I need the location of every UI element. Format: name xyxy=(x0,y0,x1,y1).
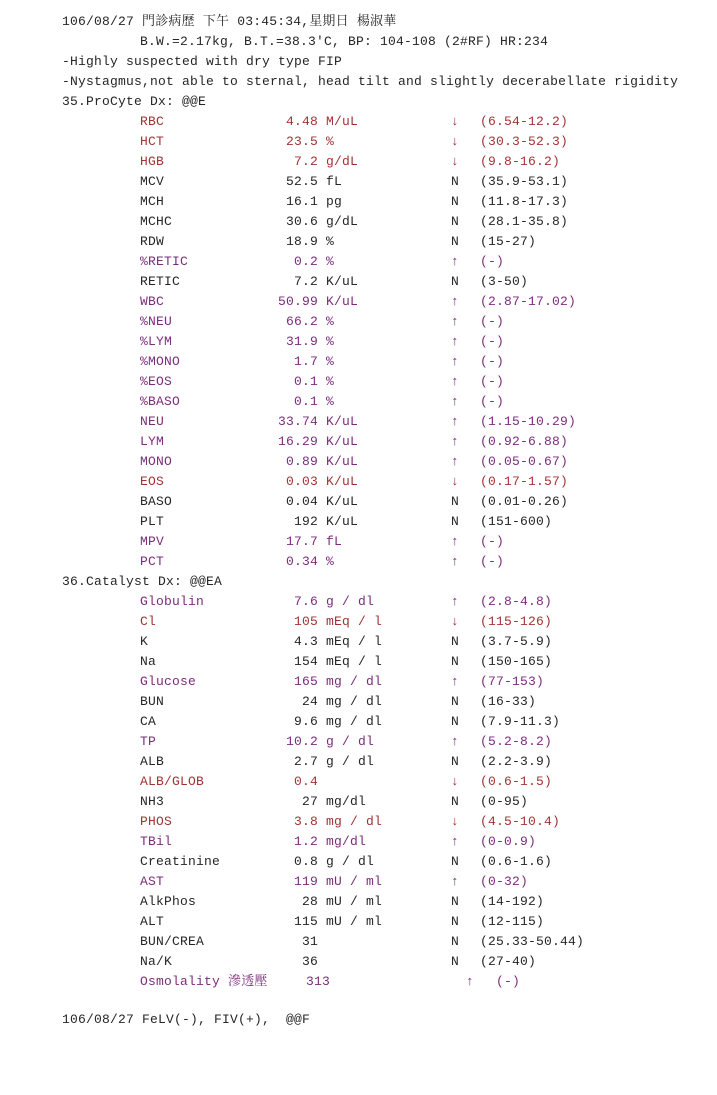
lab-value: 66.2 xyxy=(285,314,318,329)
lab-range: (30.3-52.3) xyxy=(480,134,569,149)
lab-flag: N xyxy=(450,634,459,649)
lab-row xyxy=(0,232,717,252)
lab-flag: ↑ xyxy=(465,974,474,989)
lab-value: 0.1 xyxy=(293,394,318,409)
lab-flag: ↑ xyxy=(450,594,459,609)
lab-range: (-) xyxy=(480,354,505,369)
lab-unit: % xyxy=(326,134,335,149)
lab-label: K xyxy=(140,634,149,649)
lab-label: MCH xyxy=(140,194,165,209)
lab-unit: fL xyxy=(326,174,343,189)
lab-label: ALT xyxy=(140,914,165,929)
lab-unit: % xyxy=(326,394,335,409)
lab-range: (0.17-1.57) xyxy=(480,474,569,489)
lab-label: BUN/CREA xyxy=(140,934,205,949)
lab-flag: ↑ xyxy=(450,254,459,269)
lab-range: (2.8-4.8) xyxy=(480,594,553,609)
lab-unit: K/uL xyxy=(326,274,359,289)
lab-range: (0.6-1.6) xyxy=(480,854,553,869)
lab-flag: ↑ xyxy=(450,874,459,889)
lab-value: 1.7 xyxy=(293,354,318,369)
lab-range: (0.92-6.88) xyxy=(480,434,569,449)
lab-range: (2.2-3.9) xyxy=(480,754,553,769)
lab-row xyxy=(0,612,717,632)
lab-range: (0.6-1.5) xyxy=(480,774,553,789)
lab-label: TBil xyxy=(140,834,173,849)
lab-unit: mg/dl xyxy=(326,794,367,809)
lab-label: ALB xyxy=(140,754,165,769)
lab-label: RETIC xyxy=(140,274,181,289)
lab-range: (5.2-8.2) xyxy=(480,734,553,749)
lab-flag: N xyxy=(450,794,459,809)
lab-flag: N xyxy=(450,494,459,509)
lab-row xyxy=(0,392,717,412)
lab-label: LYM xyxy=(140,434,165,449)
lab-unit: M/uL xyxy=(326,114,359,129)
lab-range: (25.33-50.44) xyxy=(480,934,585,949)
lab-range: (16-33) xyxy=(480,694,537,709)
lab-row xyxy=(0,292,717,312)
lab-label: AlkPhos xyxy=(140,894,197,909)
lab-unit: % xyxy=(326,254,335,269)
lab-unit: mU / ml xyxy=(326,914,383,929)
lab-value: 119 xyxy=(293,874,318,889)
lab-row xyxy=(0,912,717,932)
lab-value: 7.2 xyxy=(293,274,318,289)
lab-row xyxy=(0,112,717,132)
lab-value: 1.2 xyxy=(293,834,318,849)
note-line: -Highly suspected with dry type FIP xyxy=(62,54,343,69)
lab-flag: ↓ xyxy=(450,774,459,789)
lab-flag: ↓ xyxy=(450,154,459,169)
lab-range: (77-153) xyxy=(480,674,545,689)
lab-row xyxy=(0,712,717,732)
lab-unit: % xyxy=(326,554,335,569)
lab-range: (-) xyxy=(480,314,505,329)
lab-label: %BASO xyxy=(140,394,181,409)
lab-flag: N xyxy=(450,194,459,209)
lab-row xyxy=(0,532,717,552)
lab-unit: g/dL xyxy=(326,154,359,169)
lab-range: (12-115) xyxy=(480,914,545,929)
lab-value: 3.8 xyxy=(293,814,318,829)
lab-range: (3.7-5.9) xyxy=(480,634,553,649)
lab-value: 0.1 xyxy=(293,374,318,389)
lab-row xyxy=(0,812,717,832)
lab-label: Creatinine xyxy=(140,854,221,869)
lab-range: (14-192) xyxy=(480,894,545,909)
lab-row xyxy=(0,932,717,952)
lab-label: EOS xyxy=(140,474,165,489)
note-line: -Nystagmus,not able to sternal, head tilt and slightly decerabellate rigidity xyxy=(62,74,679,89)
lab-value: 17.7 xyxy=(285,534,318,549)
lab-row xyxy=(0,592,717,612)
lab-flag: ↓ xyxy=(450,134,459,149)
lab-flag: N xyxy=(450,514,459,529)
lab-value: 7.6 xyxy=(293,594,318,609)
lab-label: %MONO xyxy=(140,354,181,369)
lab-flag: N xyxy=(450,914,459,929)
lab-value: 24 xyxy=(301,694,318,709)
lab-value: 4.48 xyxy=(285,114,318,129)
lab-unit: K/uL xyxy=(326,454,359,469)
lab-row xyxy=(0,772,717,792)
lab-range: (115-126) xyxy=(480,614,553,629)
lab-unit: % xyxy=(326,354,335,369)
lab-label: WBC xyxy=(140,294,165,309)
lab-flag: ↑ xyxy=(450,414,459,429)
lab-value: 9.6 xyxy=(293,714,318,729)
lab-value: 0.04 xyxy=(285,494,318,509)
lab-unit: mg / dl xyxy=(326,814,383,829)
lab-row xyxy=(0,552,717,572)
lab-label: RDW xyxy=(140,234,165,249)
lab-value: 0.8 xyxy=(293,854,318,869)
lab-row xyxy=(0,152,717,172)
lab-label: Globulin xyxy=(140,594,205,609)
lab-value: 0.03 xyxy=(285,474,318,489)
lab-flag: N xyxy=(450,174,459,189)
lab-value: 192 xyxy=(293,514,318,529)
lab-label: %LYM xyxy=(140,334,173,349)
lab-value: 0.34 xyxy=(285,554,318,569)
lab-value: 115 xyxy=(293,914,318,929)
lab-range: (0-95) xyxy=(480,794,529,809)
lab-label: MCHC xyxy=(140,214,173,229)
lab-flag: ↑ xyxy=(450,554,459,569)
lab-row xyxy=(0,132,717,152)
lab-row xyxy=(0,632,717,652)
lab-label: MCV xyxy=(140,174,165,189)
lab-unit: K/uL xyxy=(326,494,359,509)
lab-label: NH3 xyxy=(140,794,165,809)
lab-value: 18.9 xyxy=(285,234,318,249)
lab-unit: g / dl xyxy=(326,754,375,769)
lab-label: PHOS xyxy=(140,814,173,829)
lab-unit: mU / ml xyxy=(326,874,383,889)
lab-unit: K/uL xyxy=(326,474,359,489)
lab-unit: g / dl xyxy=(326,854,375,869)
lab-flag: N xyxy=(450,894,459,909)
lab-row xyxy=(0,872,717,892)
lab-range: (3-50) xyxy=(480,274,529,289)
lab-row xyxy=(0,792,717,812)
lab-flag: ↑ xyxy=(450,334,459,349)
lab-range: (4.5-10.4) xyxy=(480,814,561,829)
lab-row xyxy=(0,432,717,452)
lab-label: ALB/GLOB xyxy=(140,774,205,789)
lab-range: (-) xyxy=(480,254,505,269)
lab-label: %RETIC xyxy=(140,254,189,269)
lab-range: (6.54-12.2) xyxy=(480,114,569,129)
lab-range: (7.9-11.3) xyxy=(480,714,561,729)
lab-flag: ↑ xyxy=(450,674,459,689)
lab-flag: N xyxy=(450,854,459,869)
lab-flag: ↓ xyxy=(450,474,459,489)
lab-label: HGB xyxy=(140,154,165,169)
lab-label: %EOS xyxy=(140,374,173,389)
lab-value: 33.74 xyxy=(277,414,318,429)
lab-unit: mEq / l xyxy=(326,614,383,629)
visit-header-line: 106/08/27 門診病歷 下午 03:45:34,星期日 楊淑華 xyxy=(62,14,397,29)
lab-range: (0.01-0.26) xyxy=(480,494,569,509)
lab-flag: N xyxy=(450,694,459,709)
lab-unit: mg / dl xyxy=(326,714,383,729)
lab-row xyxy=(0,412,717,432)
lab-value: 313 xyxy=(305,974,330,989)
lab-range: (28.1-35.8) xyxy=(480,214,569,229)
lab-label: BASO xyxy=(140,494,173,509)
lab-label: PLT xyxy=(140,514,165,529)
lab-range: (-) xyxy=(480,394,505,409)
lab-row xyxy=(0,472,717,492)
lab-flag: N xyxy=(450,954,459,969)
lab-row xyxy=(0,732,717,752)
lab-label: Cl xyxy=(140,614,157,629)
lab-flag: ↑ xyxy=(450,734,459,749)
lab-flag: ↑ xyxy=(450,454,459,469)
lab-value: 0.4 xyxy=(293,774,318,789)
lab-range: (9.8-16.2) xyxy=(480,154,561,169)
lab-unit: g / dl xyxy=(326,734,375,749)
lab-value: 7.2 xyxy=(293,154,318,169)
lab-flag: ↓ xyxy=(450,114,459,129)
lab-range: (-) xyxy=(480,334,505,349)
lab-label: RBC xyxy=(140,114,165,129)
lab-label: BUN xyxy=(140,694,165,709)
lab-label: PCT xyxy=(140,554,165,569)
lab-label: NEU xyxy=(140,414,165,429)
lab-row xyxy=(0,312,717,332)
lab-value: 30.6 xyxy=(285,214,318,229)
lab-unit: % xyxy=(326,334,335,349)
lab-flag: ↑ xyxy=(450,394,459,409)
lab-flag: N xyxy=(450,214,459,229)
lab-value: 52.5 xyxy=(285,174,318,189)
lab-value: 16.29 xyxy=(277,434,318,449)
lab-row xyxy=(0,892,717,912)
lab-value: 50.99 xyxy=(277,294,318,309)
lab-row xyxy=(0,452,717,472)
lab-label: TP xyxy=(140,734,157,749)
lab-row xyxy=(0,212,717,232)
lab-row xyxy=(0,252,717,272)
lab-flag: ↑ xyxy=(450,354,459,369)
lab-row xyxy=(0,692,717,712)
lab-flag: N xyxy=(450,754,459,769)
lab-range: (-) xyxy=(480,534,505,549)
lab-unit: K/uL xyxy=(326,434,359,449)
lab-label: MPV xyxy=(140,534,165,549)
lab-label: MONO xyxy=(140,454,173,469)
section-title: 36.Catalyst Dx: @@EA xyxy=(62,574,223,589)
lab-value: 2.7 xyxy=(293,754,318,769)
lab-range: (-) xyxy=(496,974,521,989)
lab-value: 0.89 xyxy=(285,454,318,469)
lab-unit: fL xyxy=(326,534,343,549)
lab-row xyxy=(0,192,717,212)
lab-row xyxy=(0,752,717,772)
lab-unit: % xyxy=(326,374,335,389)
lab-unit: mEq / l xyxy=(326,654,383,669)
lab-value: 27 xyxy=(301,794,318,809)
lab-unit: pg xyxy=(326,194,343,209)
lab-range: (2.87-17.02) xyxy=(480,294,577,309)
lab-flag: N xyxy=(450,234,459,249)
lab-value: 31.9 xyxy=(285,334,318,349)
lab-unit: K/uL xyxy=(326,294,359,309)
lab-range: (35.9-53.1) xyxy=(480,174,569,189)
lab-unit: K/uL xyxy=(326,414,359,429)
lab-range: (151-600) xyxy=(480,514,553,529)
lab-flag: N xyxy=(450,934,459,949)
lab-row xyxy=(0,852,717,872)
lab-flag: ↓ xyxy=(450,814,459,829)
lab-unit: mg / dl xyxy=(326,674,383,689)
lab-unit: K/uL xyxy=(326,514,359,529)
lab-label: Na/K xyxy=(140,954,173,969)
lab-row xyxy=(0,672,717,692)
lab-row xyxy=(0,512,717,532)
lab-flag: ↑ xyxy=(450,294,459,309)
lab-value: 165 xyxy=(293,674,318,689)
lab-range: (1.15-10.29) xyxy=(480,414,577,429)
lab-label: Osmolality 滲透壓 xyxy=(140,974,268,989)
lab-unit: mEq / l xyxy=(326,634,383,649)
lab-value: 10.2 xyxy=(285,734,318,749)
lab-row xyxy=(0,332,717,352)
lab-value: 105 xyxy=(293,614,318,629)
lab-range: (0-32) xyxy=(480,874,529,889)
section-title: 35.ProCyte Dx: @@E xyxy=(62,94,207,109)
lab-value: 36 xyxy=(301,954,318,969)
lab-value: 31 xyxy=(301,934,318,949)
lab-flag: N xyxy=(450,654,459,669)
lab-label: CA xyxy=(140,714,157,729)
lab-flag: ↑ xyxy=(450,314,459,329)
lab-label: Glucose xyxy=(140,674,197,689)
lab-label: HCT xyxy=(140,134,165,149)
lab-value: 28 xyxy=(301,894,318,909)
lab-value: 4.3 xyxy=(293,634,318,649)
vitals-line: B.W.=2.17kg, B.T.=38.3'C, BP: 104-108 (2#RF) HR:234 xyxy=(140,34,549,49)
lab-value: 23.5 xyxy=(285,134,318,149)
lab-range: (0-0.9) xyxy=(480,834,537,849)
lab-unit: mg/dl xyxy=(326,834,367,849)
lab-flag: ↓ xyxy=(450,614,459,629)
lab-range: (27-40) xyxy=(480,954,537,969)
lab-value: 16.1 xyxy=(285,194,318,209)
footer-line: 106/08/27 FeLV(-), FIV(+), @@F xyxy=(62,1012,311,1027)
lab-unit: % xyxy=(326,234,335,249)
lab-row xyxy=(0,952,717,972)
lab-row xyxy=(0,652,717,672)
lab-row xyxy=(0,352,717,372)
lab-range: (15-27) xyxy=(480,234,537,249)
lab-range: (150-165) xyxy=(480,654,553,669)
lab-label: %NEU xyxy=(140,314,173,329)
lab-flag: N xyxy=(450,274,459,289)
lab-range: (-) xyxy=(480,554,505,569)
lab-row xyxy=(0,972,717,992)
lab-row xyxy=(0,492,717,512)
lab-row xyxy=(0,172,717,192)
lab-flag: ↑ xyxy=(450,834,459,849)
lab-range: (11.8-17.3) xyxy=(480,194,569,209)
lab-flag: ↑ xyxy=(450,434,459,449)
lab-unit: mg / dl xyxy=(326,694,383,709)
lab-flag: ↑ xyxy=(450,534,459,549)
lab-unit: % xyxy=(326,314,335,329)
lab-label: AST xyxy=(140,874,165,889)
lab-flag: N xyxy=(450,714,459,729)
lab-flag: ↑ xyxy=(450,374,459,389)
lab-unit: g / dl xyxy=(326,594,375,609)
lab-value: 0.2 xyxy=(293,254,318,269)
lab-range: (0.05-0.67) xyxy=(480,454,569,469)
lab-row xyxy=(0,272,717,292)
lab-value: 154 xyxy=(293,654,318,669)
lab-row xyxy=(0,832,717,852)
lab-label: Na xyxy=(140,654,157,669)
lab-row xyxy=(0,372,717,392)
lab-unit: g/dL xyxy=(326,214,359,229)
lab-unit: mU / ml xyxy=(326,894,383,909)
lab-range: (-) xyxy=(480,374,505,389)
